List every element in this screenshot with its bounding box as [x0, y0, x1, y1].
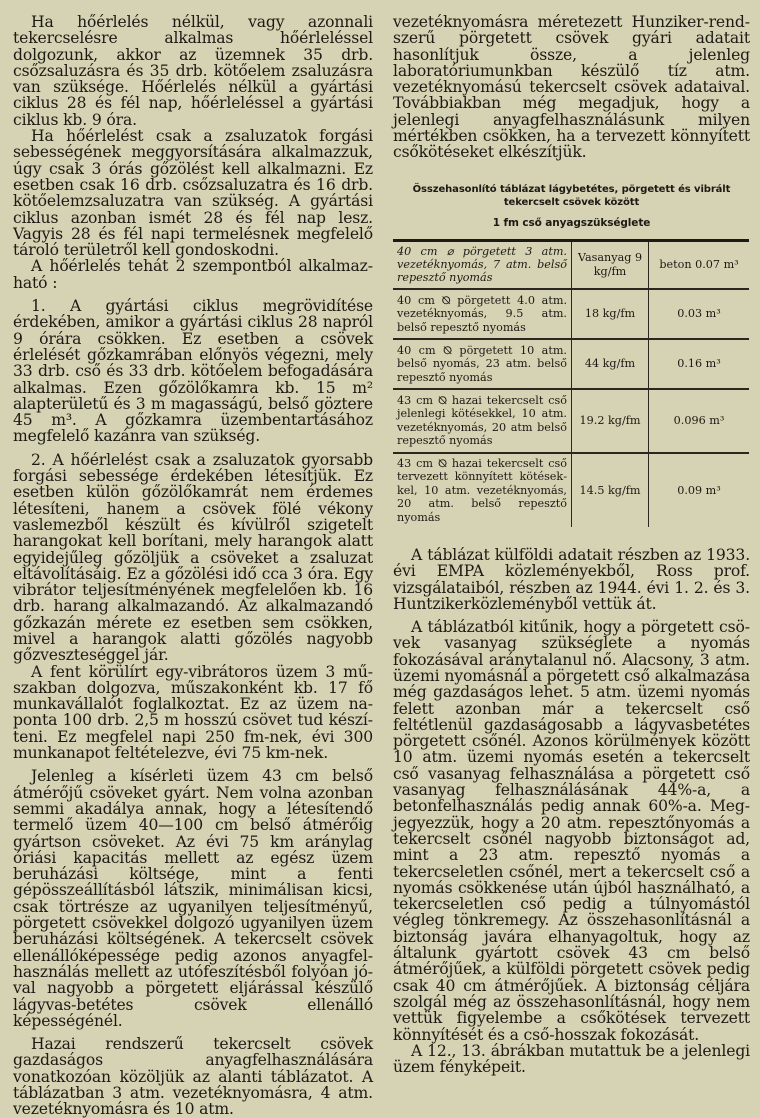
left-column	[13, 14, 373, 1118]
table-row	[393, 389, 749, 453]
paragraph: Hazai rendszerű tekercselt csövek gazdaságos anyagfelhasználására vonatkozóan közöljük az alanti táblázatot. A táblázatban 3 atm. vezetéknyomásra, 4 atm. vezetéknyomásra és 10 atm.	[13, 1035, 373, 1118]
concrete-requirement: 0.096 m³	[649, 389, 750, 453]
iron-requirement: 19.2 kg/fm	[572, 389, 649, 453]
paragraph: A táblázatból kitűnik, hogy a pörgetett csövek vasanyag szükséglete a nyomás fokozásával aránytalanul nő. Alacsony, 3 atm. üzemi nyomásnál a pörgetett cső alkalmazása még gazdaságos lehet. 5 atm. üzemi nyomás felett azonban már a tekercselt cső feltétlenül gazdaságosabb a lágyvasbetétes pörgetett csőnél. Azonos körülmények között 10 atm. üzemi nyomás esetén a tekercselt cső vasanyag felhasználása a pörgetett cső vasanyag felhasználásának 44%-a, a betonfelhasználás pedig annak 60%-a. Megjegyezzük, hogy a 20 atm. repesztőnyomás a tekercselt csőnél nagyobb biztonságot ad, mint a 23 atm. repesztő nyomás a tekercseletlen csőnél, mert a tekercselt cső a nyomás csökkenése után újból használható, a tekercseletlen cső pedig a túlnyomástól végleg tönkremegy. Az összehasonlításnál a biztonság javára elhanyagoltuk, hogy az általunk gyártott csövek 43 cm belső átmérőjűek, a külföldi pörgetett csövek pedig csak 40 cm átmérőjűek. A biztonság céljára szolgál még az összehasonlításnál, hogy nem vettük figyelembe a csőkötések tervezett könnyítését és a cső-hosszak fokozását.	[393, 618, 750, 1044]
iron-requirement: 18 kg/fm	[572, 289, 649, 339]
concrete-requirement: 0.03 m³	[649, 289, 750, 339]
pipe-description: 40 cm ⦰ pörgetett 4.0 atm. vezetéknyomás, 9.5 atm. belső repesztő nyomás	[393, 289, 572, 339]
paragraph: A 12., 13. ábrákban mutattuk be a jelenlegi üzem fényképeit.	[393, 1041, 750, 1077]
comparison-table	[393, 239, 749, 527]
pipe-description: 43 cm ⦰ hazai tekercselt cső jelenlegi kötésekkel, 10 atm. vezetéknyomás, 20 atm belső repesztő nyomás	[393, 389, 572, 453]
table-row	[393, 339, 749, 389]
paragraph: A táblázat külföldi adatait részben az 1933. évi EMPA közleményekből, Ross prof. vizsgálataiból, részben az 1944. évi 1. 2. és 3. Huntzikerközleményből vettük át.	[393, 545, 750, 613]
table-caption: Összehasonlító táblázat lágybetétes, pörgetett és vibrált tekercselt csövek között	[412, 183, 731, 208]
paragraph: A hőérlelés tehát 2 szempontból alkalmazható :	[13, 257, 373, 292]
paragraph: vezetéknyomásra méretezett Hunziker-rendszerű pörgetett csövek gyári adatait hasonlítjuk össze, a jelenleg laboratóriumunkban készülő tíz atm. vezetéknyomású tekercselt csövek adataival. Továbbiakban még megadjuk, hogy a jelenlegi anyagfelhasználásunk milyen mértékben csökken, ha a tervezett könnyített csőkötéseket elkészítjük.	[393, 13, 750, 162]
concrete-requirement: beton 0.07 m³	[649, 240, 750, 289]
concrete-requirement: 0.09 m³	[649, 453, 750, 527]
paragraph: 2. A hőérlelést csak a zsaluzatok gyorsabb forgási sebessége érdekében létesítjük. Ez esetben külön gőzölőkamrát nem érdemes létesíteni, hanem a csövek fölé vékony vaslemezből készült és kívülről szigetelt harangokat kell borítani, mely harangok alatt egyidejűleg gőzöljük a csöveket a zsaluzat eltávolításáig. Ez a gőzölési idő cca 3 óra. Egy vibrátor teljesítményének megfelelően kb. 16 drb. harang alkalmazandó. Az alkalmazandó gőzkazán mérete ez esetben sem csökken, mivel a harangok alatti gőzölés nagyobb gőzveszteséggel jár.	[13, 450, 373, 665]
concrete-requirement: 0.16 m³	[649, 339, 750, 389]
table-row	[393, 240, 749, 289]
paragraph: Jelenleg a kísérleti üzem 43 cm belső átmérőjű csöveket gyárt. Nem volna azonban semmi akadálya annak, hogy a létesítendő termelő üzem 40—100 cm belső átmérőig gyártson csöveket. Az évi 75 km aránylag óriási kapacitás mellett az egész üzem beruházási költsége, mint a fenti gépösszeállításból látszik, minimálisan kicsi, csak törtrésze az ugyanilyen teljesítményű, pörgetett csövekkel dolgozó ugyanilyen üzem beruházási költségének. A tekercselt csövek ellenállóképessége pedig azonos anyagfelhasználás mellett az utófeszítésből folyóan jóval nagyobb a pörgetett eljárással készülő lágyvas-betétes csövek ellenálló képességénél.	[13, 767, 373, 1030]
iron-requirement: 44 kg/fm	[572, 339, 649, 389]
pipe-description: 43 cm ⦰ hazai tekercselt cső tervezett könnyített kötésekkel, 10 atm. vezetéknyomás, 20 atm. belső repesztő nyomás	[397, 456, 567, 524]
paragraph: 1. A gyártási ciklus megrövidítése érdekében, amikor a gyártási ciklus 28 napról 9 órára csökken. Ez esetben a csövek érlelését gőzkamrában előnyös végezni, mely 33 drb. cső és 33 drb. kötőelem befogadására alkalmas. Ezen gőzölőkamra kb. 15 m² alapterületű és 3 m magasságú, belső göztere 45 m³. A gőzkamra üzembentartásához megfelelő kazánra van szükség.	[13, 297, 373, 446]
pipe-description: 40 cm ⦰ pörgetett 10 atm. belső nyomás, 23 atm. belső repesztő nyomás	[393, 339, 572, 389]
table-row	[393, 453, 749, 527]
table-subcaption: 1 fm cső anyagszükséglete	[492, 216, 651, 229]
table-row	[393, 289, 749, 339]
paragraph: Ha hőérlelést csak a zsaluzatok forgási sebességének meggyorsítására alkalmazzuk, úgy csak 3 órás gőzölést kell alkalmazni. Ez esetben csak 16 drb. csőzsaluzatra és 16 drb. kötőelemzsaluzatra van szükség. A gyártási ciklus azonban ismét 28 és fél nap lesz. Vagyis 28 és fél napi termelésnek megfelelő tároló területről kell gondoskodni.	[13, 127, 373, 260]
right-column	[393, 14, 750, 1075]
iron-requirement: Vasanyag 9 kg/fm	[572, 240, 649, 289]
paragraph: Ha hőérlelés nélkül, vagy azonnali tekercselésre alkalmas hőérleléssel dolgozunk, akkor az üzemnek 35 drb. csőzsaluzásra és 35 drb. kötőelem zsaluzásra van szüksége. Hőérlelés nélkül a gyártási ciklus 28 és fél nap, hőérleléssel a gyártási ciklus kb. 9 óra.	[13, 13, 373, 129]
pipe-description: 40 cm ⌀ pörgetett 3 atm. vezetéknyomás, 7 atm. belső repesztő nyomás	[393, 240, 572, 289]
iron-requirement: 14.5 kg/fm	[572, 453, 649, 527]
paragraph: A fent körülírt egy-vibrátoros üzem 3 műszakban dolgozva, műszakonként kb. 17 fő munkavállalót foglalkoztat. Ez az üzem naponta 100 drb. 2,5 m hosszú csövet tud készíteni. Ez megfelel napi 250 fm-nek, évi 300 munkanapot feltételezve, évi 75 km-nek.	[13, 662, 373, 763]
